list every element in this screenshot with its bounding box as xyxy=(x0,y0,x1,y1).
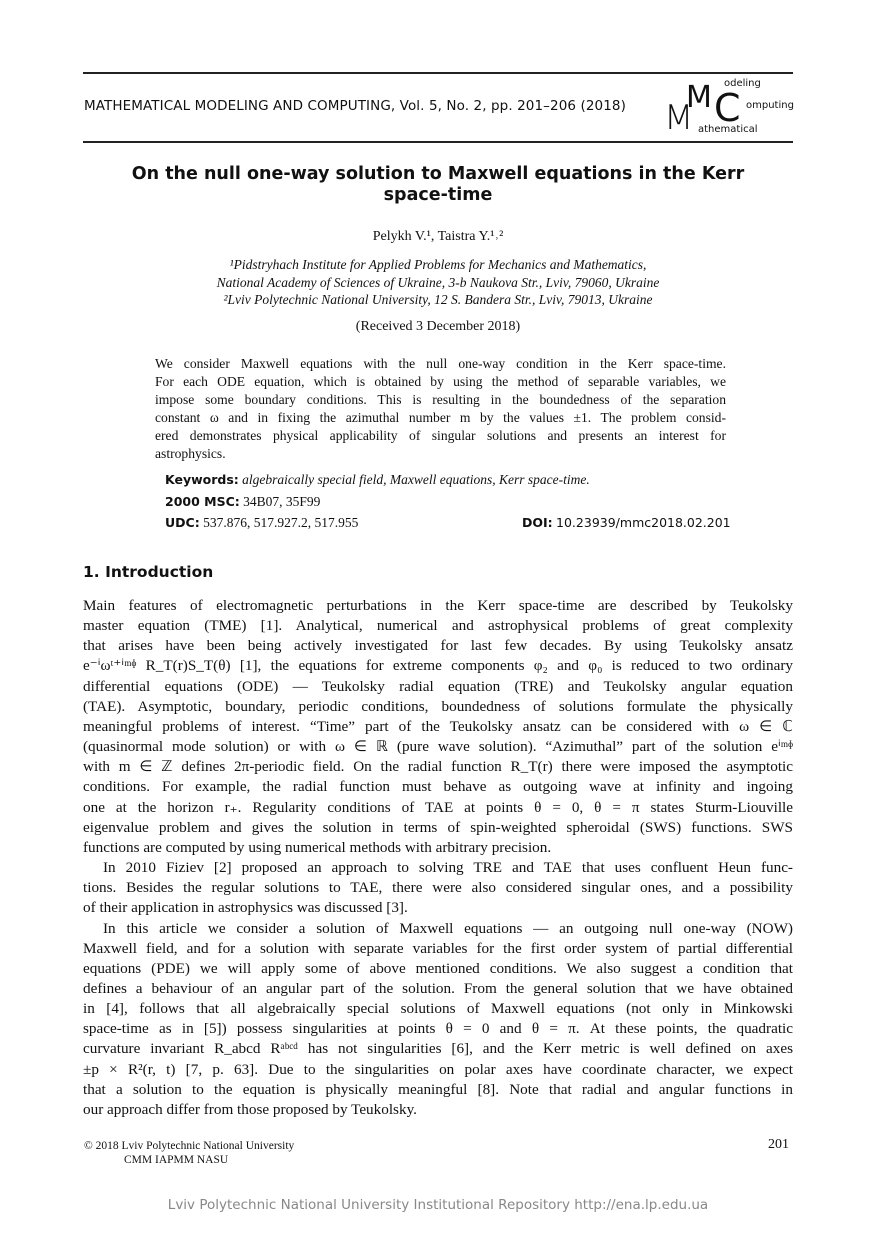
udc-label: UDC: xyxy=(165,515,200,530)
doi-label: DOI: xyxy=(522,515,553,530)
text-line: functions are computed by using numerical methods with arbitrary precision. xyxy=(83,838,552,856)
text-line: ±p × R²(r, t) [7, p. 63]. Due to the singularities on polar axes have coordinate character, we expect xyxy=(83,1060,793,1078)
page-number: 201 xyxy=(768,1137,789,1152)
text-line: our approach differ from those proposed by Teukolsky. xyxy=(83,1100,417,1118)
copyright: © 2018 Lviv Polytechnic National University xyxy=(84,1140,295,1152)
text-line: master equation (TME) [1]. Analytical, numerical and astrophysical problems of great complexity xyxy=(83,617,793,635)
text-line: space-time as in [5]) possess singularities at points θ = 0 and θ = π. At these points, the quadratic xyxy=(83,1020,793,1038)
affiliation-line: National Academy of Sciences of Ukraine, 3-b Naukova Str., Lviv, 79060, Ukraine xyxy=(216,274,660,290)
paper-title: On the null one-way solution to Maxwell equations in the Kerr space-time xyxy=(131,164,745,205)
text-line: that a solution to the equation is physically meaningful [8]. Note that radial and angular functions in xyxy=(83,1080,793,1098)
doi-link[interactable]: 10.23939/mmc2018.02.201 xyxy=(556,515,731,530)
msc-value: 34B07, 35F99 xyxy=(243,494,321,509)
text-line: In 2010 Fiziev [2] proposed an approach to solving TRE and TAE that uses confluent Heun func- xyxy=(103,859,793,877)
text-line: In this article we consider a solution of Maxwell equations — an outgoing null one-way (NOW) xyxy=(103,919,793,937)
keywords xyxy=(165,472,727,488)
affiliation-line: ¹Pidstryhach Institute for Applied Problems for Mechanics and Mathematics, xyxy=(229,257,647,272)
doi xyxy=(522,515,731,531)
logo-c: C xyxy=(714,86,741,130)
text-line: Main features of electromagnetic perturbations in the Kerr space-time are described by Teukolsky xyxy=(83,597,793,614)
text-line: Maxwell field, and for a solution with separate variables for the first order system of partial differential xyxy=(83,939,793,957)
keywords-value: algebraically special field, Maxwell equations, Kerr space-time. xyxy=(242,472,590,487)
header-top-rule xyxy=(83,72,793,74)
text-line: that arises have been being actively investigated for last few decades. By using Teukolsky ansatz xyxy=(83,637,793,655)
logo-athematical: athematical xyxy=(698,124,758,135)
text-line: e⁻ⁱωᵗ⁺ⁱᵐᶲ R_T(r)S_T(θ) [1], the equations for extreme components φ₂ and φ₀ is reduced to two ordinary xyxy=(83,657,793,675)
abstract-line: impose some boundary conditions. This is resulting in the boundedness of the separation xyxy=(155,392,726,407)
paragraph-1 xyxy=(83,596,793,1120)
logo-m2: M xyxy=(686,80,712,115)
text-line: (quasinormal mode solution) or with ω ∈ ℝ (pure wave solution). “Azimuthal” part of the solution eⁱᵐᶲ xyxy=(83,738,793,756)
journal-header: MATHEMATICAL MODELING AND COMPUTING, Vol. 5, No. 2, pp. 201–206 (2018) xyxy=(84,98,626,114)
text-line: eigenvalue problem and gives the solution in terms of spin-weighted spheroidal (SWS) functions. SWS xyxy=(83,818,793,836)
msc-label: 2000 MSC: xyxy=(165,494,240,509)
text-line: equations (PDE) we will apply some of above mentioned conditions. We also suggest a condition that xyxy=(83,959,793,977)
header-bottom-rule xyxy=(83,141,793,143)
text-line: curvature invariant R_abcd Rᵃᵇᶜᵈ has not singularities [6], and the Kerr metric is well defined on axes xyxy=(83,1040,793,1058)
udc-value: 537.876, 517.927.2, 517.955 xyxy=(203,515,359,530)
affiliation-line: ²Lviv Polytechnic National University, 12 S. Bandera Str., Lviv, 79013, Ukraine xyxy=(223,292,653,307)
footer-copyright xyxy=(84,1139,294,1167)
received-date: (Received 3 December 2018) xyxy=(355,319,521,334)
text-line: with m ∈ ℤ defines 2π-periodic field. On the radial function R_T(r) there were imposed the asymptotic xyxy=(83,758,793,776)
abstract-line: ered demonstrates physical applicability of singular solutions and presents an interest for xyxy=(155,428,726,443)
logo-omputing: omputing xyxy=(746,100,794,111)
text-line: one at the horizon r₊. Regularity conditions of TAE at points θ = 0, θ = π states Sturm-Liouville xyxy=(83,798,793,816)
abstract-line: For each ODE equation, which is obtained by using the method of separable variables, we xyxy=(155,374,726,389)
authors: Pelykh V.¹, Taistra Y.¹˒² xyxy=(372,229,504,244)
text-line: defines a behaviour of an angular part of the solution. From the general solution that we have obtained xyxy=(83,979,793,997)
journal-logo xyxy=(664,78,794,138)
text-line: in [4], follows that all algebraically special solutions of Maxwell equations (not only in Minkowski xyxy=(83,1000,793,1018)
affiliations xyxy=(0,256,876,309)
keywords-label: Keywords: xyxy=(165,472,239,487)
logo-m: M xyxy=(664,98,694,138)
msc xyxy=(165,494,727,510)
text-line: meaningful problems of interest. “Time” part of the Teukolsky ansatz can be considered with ω ∈ ℂ xyxy=(83,717,793,735)
text-line: (TAE). Asymptotic, boundary, periodic conditions, boundedness of solutions formulate the physically xyxy=(83,697,793,715)
section-heading: 1. Introduction xyxy=(83,563,214,581)
abstract-line: astrophysics. xyxy=(155,446,226,461)
text-line: differential equations (ODE) — Teukolsky radial equation (TRE) and Teukolsky angular equation xyxy=(83,677,793,695)
abstract-line: We consider Maxwell equations with the null one-way condition in the Kerr space-time. xyxy=(155,356,726,371)
logo-odeling: odeling xyxy=(724,78,761,89)
footer-org: CMM IAPMM NASU xyxy=(124,1154,229,1166)
abstract xyxy=(155,355,726,463)
text-line: conditions. For example, the radial function must behave as outgoing wave at infinity and ingoing xyxy=(83,778,793,796)
repository-watermark: Lviv Polytechnic National University Institutional Repository http://ena.lp.edu.ua xyxy=(167,1197,709,1213)
abstract-line: constant ω and in fixing the azimuthal number m by the values ±1. The problem consid- xyxy=(155,410,726,425)
text-line: tions. Besides the regular solutions to TAE, there were also considered singular ones, and a possibility xyxy=(83,879,793,897)
text-line: of their application in astrophysics was discussed [3]. xyxy=(83,899,408,917)
